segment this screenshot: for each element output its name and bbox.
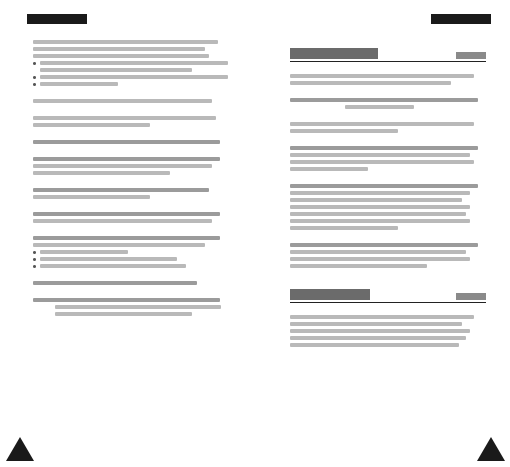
section-title-1 [290, 48, 378, 59]
section-page-ref-2 [456, 293, 486, 300]
page-header-left [27, 14, 87, 24]
right-paragraph-3 [290, 122, 486, 136]
right-paragraph-6 [290, 243, 486, 271]
left-paragraph-2 [33, 99, 228, 106]
left-paragraph-1 [33, 40, 228, 89]
right-column [290, 48, 486, 356]
right-paragraph-4 [290, 146, 486, 174]
right-paragraph-5 [290, 184, 486, 233]
left-paragraph-10 [33, 298, 228, 319]
left-paragraph-9 [33, 281, 228, 288]
left-paragraph-6 [33, 188, 228, 202]
right-paragraph-1 [290, 74, 486, 88]
section-title-2 [290, 289, 370, 300]
section-page-ref-1 [456, 52, 486, 59]
left-paragraph-7 [33, 212, 228, 226]
left-paragraph-3 [33, 116, 228, 130]
section-heading-2 [290, 289, 486, 303]
section-heading-1 [290, 48, 486, 62]
left-column [33, 40, 228, 325]
right-paragraph-7 [290, 315, 486, 350]
left-paragraph-8 [33, 236, 228, 271]
left-paragraph-5 [33, 157, 228, 178]
page-number-badge-right [477, 437, 505, 461]
right-paragraph-2 [290, 98, 486, 112]
page-number-badge-left [6, 437, 34, 461]
left-paragraph-4 [33, 140, 228, 147]
page-header-right [431, 14, 491, 24]
